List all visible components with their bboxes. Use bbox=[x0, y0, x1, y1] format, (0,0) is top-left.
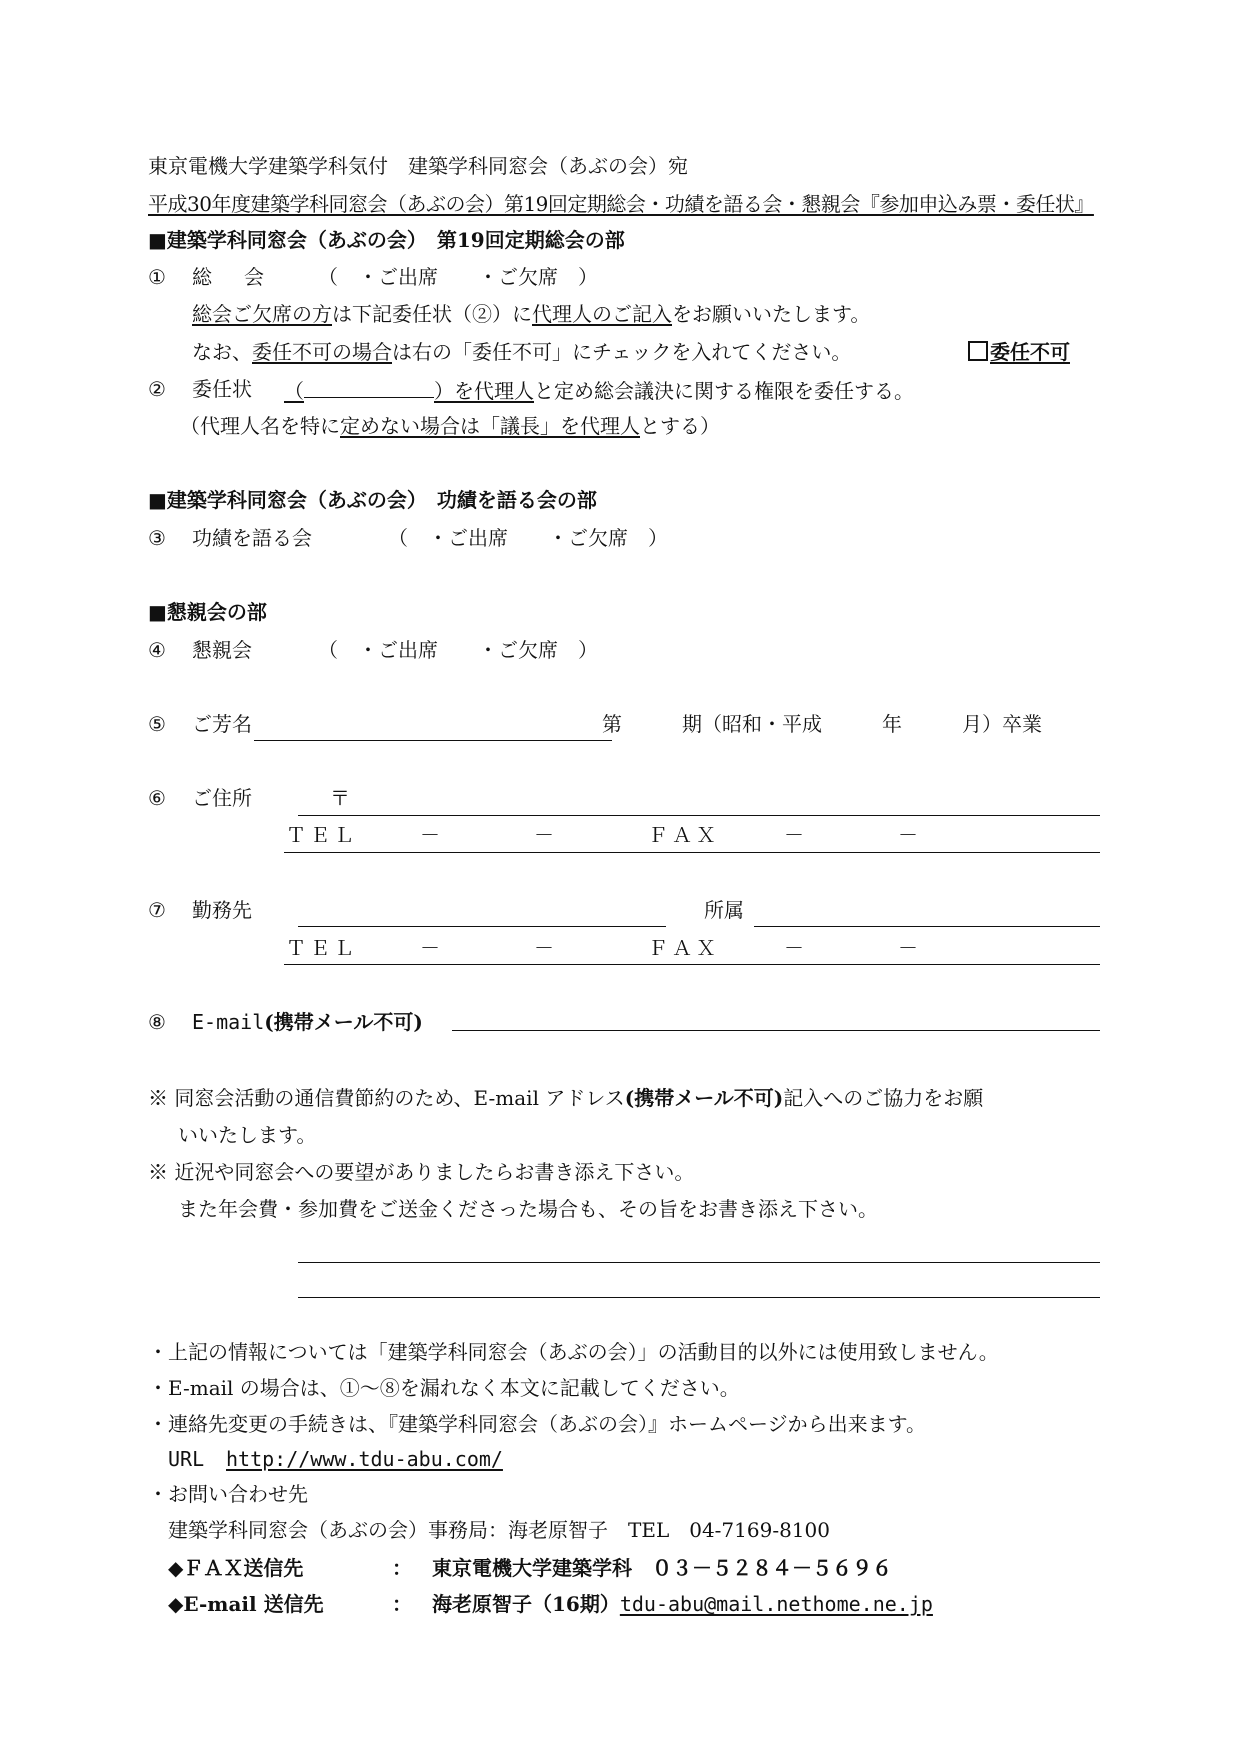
item4-number: ④ bbox=[148, 638, 166, 662]
fax-dest-label: ◆ＦＡＸ送信先 bbox=[168, 1556, 304, 1580]
no-proxy-checkbox[interactable] bbox=[968, 340, 1070, 364]
graduation-info[interactable]: 第 期（昭和・平成 年 月）卒業 bbox=[602, 712, 1042, 736]
item2-label: 委任状 bbox=[192, 377, 252, 401]
url-label: URL bbox=[168, 1447, 205, 1471]
work-fax-dash-1: － bbox=[784, 936, 804, 960]
absence-note-a: 総会ご欠席の方 bbox=[192, 302, 332, 326]
no-proxy-note bbox=[192, 340, 851, 364]
item3-number: ③ bbox=[148, 526, 166, 550]
item4-label: 懇親会 bbox=[192, 638, 252, 662]
item1-label: 総 会 bbox=[192, 265, 270, 289]
work-tel-fax-input[interactable] bbox=[284, 964, 1100, 965]
affiliation-input[interactable] bbox=[754, 926, 1100, 927]
home-fax-label: ＦＡＸ bbox=[648, 823, 720, 847]
email-label: E-mail bbox=[192, 1010, 265, 1034]
home-tel-fax-input[interactable] bbox=[284, 852, 1100, 853]
item5-number: ⑤ bbox=[148, 712, 166, 736]
email-input[interactable] bbox=[452, 1030, 1100, 1031]
work-tel-dash-2: － bbox=[534, 936, 554, 960]
email-label-group bbox=[192, 1010, 423, 1034]
work-tel-label: ＴＥＬ bbox=[286, 936, 358, 960]
proxy-paren-close: ）を代理人 bbox=[434, 379, 534, 403]
no-proxy-label: 委任不可 bbox=[990, 340, 1070, 364]
proxy-field[interactable] bbox=[284, 377, 914, 403]
achievement-heading: ■建築学科同窓会（あぶの会） 功績を語る会の部 bbox=[148, 488, 597, 512]
note-email-cont: いいたします。 bbox=[178, 1123, 317, 1147]
item3-attendance-options[interactable]: （ ・ご出席 ・ご欠席 ） bbox=[388, 526, 668, 550]
proxy-text: と定め総会議決に関する権限を委任する。 bbox=[534, 379, 914, 403]
home-tel-dash-1: － bbox=[420, 823, 440, 847]
note-email-c: 記入へのご協力をお願 bbox=[783, 1086, 984, 1110]
note-email-b: (携帯メール不可) bbox=[624, 1086, 784, 1110]
work-label: 勤務先 bbox=[192, 898, 252, 922]
proxy-name-blank[interactable] bbox=[304, 377, 434, 398]
footer-change: ・連絡先変更の手続きは、『建築学科同窓会（あぶの会）』ホームページから出来ます。 bbox=[148, 1412, 926, 1436]
email-dest-name: 海老原智子（16期） bbox=[432, 1592, 620, 1616]
comment-line-2[interactable] bbox=[298, 1297, 1100, 1298]
item1-attendance-options[interactable]: （ ・ご出席 ・ご欠席 ） bbox=[318, 265, 598, 289]
work-input[interactable] bbox=[298, 926, 666, 927]
item8-number: ⑧ bbox=[148, 1010, 166, 1034]
home-fax-dash-1: － bbox=[784, 823, 804, 847]
item2-number: ② bbox=[148, 377, 166, 401]
address-input[interactable] bbox=[298, 815, 1100, 816]
no-proxy-note-a: なお、 bbox=[192, 340, 252, 364]
note-request: ※ 近況や同窓会への要望がありましたらお書き添え下さい。 bbox=[148, 1160, 695, 1184]
name-label: ご芳名 bbox=[192, 712, 252, 736]
item1-number: ① bbox=[148, 265, 166, 289]
comment-line-1[interactable] bbox=[298, 1262, 1100, 1263]
email-note: (携帯メール不可) bbox=[264, 1010, 423, 1034]
name-input[interactable] bbox=[254, 740, 612, 741]
fax-dest-colon: ： bbox=[392, 1556, 412, 1580]
email-dest-label: ◆E-mail 送信先 bbox=[168, 1592, 324, 1616]
general-meeting-heading: ■建築学科同窓会（あぶの会） 第19回定期総会の部 bbox=[148, 228, 625, 252]
no-proxy-note-b: 委任不可の場合 bbox=[252, 340, 392, 364]
checkbox-icon[interactable] bbox=[968, 341, 988, 361]
item3-label: 功績を語る会 bbox=[192, 526, 312, 550]
form-title: 平成30年度建築学科同窓会（あぶの会）第19回定期総会・功績を語る会・懇親会『参加申込み票・委任状』 bbox=[148, 192, 1094, 216]
item4-attendance-options[interactable]: （ ・ご出席 ・ご欠席 ） bbox=[318, 638, 598, 662]
affiliation-label: 所属 bbox=[704, 898, 744, 922]
proxy-default-note-a: （代理人名を特に bbox=[180, 414, 340, 438]
address-label: ご住所 bbox=[192, 786, 252, 810]
item6-number: ⑥ bbox=[148, 786, 166, 810]
work-tel-dash-1: － bbox=[420, 936, 440, 960]
proxy-default-note-b: 定めない場合は「議長」を代理人 bbox=[340, 414, 640, 438]
addressee: 東京電機大学建築学科気付 建築学科同窓会（あぶの会）宛 bbox=[148, 154, 688, 178]
footer-privacy: ・上記の情報については「建築学科同窓会（あぶの会）」の活動目的以外には使用致しません。 bbox=[148, 1340, 999, 1364]
footer-contact-heading: ・お問い合わせ先 bbox=[148, 1482, 308, 1506]
email-dest bbox=[432, 1592, 933, 1616]
home-tel-dash-2: － bbox=[534, 823, 554, 847]
absence-note bbox=[192, 302, 870, 326]
party-heading: ■懇親会の部 bbox=[148, 600, 267, 624]
home-fax-dash-2: － bbox=[898, 823, 918, 847]
item7-number: ⑦ bbox=[148, 898, 166, 922]
homepage-link[interactable]: http://www.tdu-abu.com/ bbox=[226, 1447, 503, 1471]
home-tel-label: ＴＥＬ bbox=[286, 823, 358, 847]
office-contact: 建築学科同窓会（あぶの会）事務局：海老原智子 TEL 04-7169-8100 bbox=[168, 1518, 830, 1542]
proxy-default-note-c: とする） bbox=[640, 414, 720, 438]
footer-email: ・E-mail の場合は、①～⑧を漏れなく本文に記載してください。 bbox=[148, 1376, 740, 1400]
absence-note-c: 代理人のご記入 bbox=[532, 302, 672, 326]
work-fax-label: ＦＡＸ bbox=[648, 936, 720, 960]
work-fax-dash-2: － bbox=[898, 936, 918, 960]
proxy-paren-open: （ bbox=[284, 379, 304, 403]
email-dest-colon: ： bbox=[392, 1592, 412, 1616]
note-email bbox=[148, 1086, 983, 1110]
postal-mark: 〒 bbox=[330, 786, 350, 810]
absence-note-d: をお願いいたします。 bbox=[672, 302, 871, 326]
fax-dest: 東京電機大学建築学科 ０３－５２８４－５６９６ bbox=[432, 1556, 892, 1580]
proxy-default-note bbox=[180, 414, 720, 438]
note-email-a: ※ 同窓会活動の通信費節約のため、E-mail アドレス bbox=[148, 1086, 625, 1110]
absence-note-b: は下記委任状（②）に bbox=[332, 302, 532, 326]
note-payment: また年会費・参加費をご送金くださった場合も、その旨をお書き添え下さい。 bbox=[178, 1197, 878, 1221]
no-proxy-note-c: は右の「委任不可」にチェックを入れてください。 bbox=[392, 340, 852, 364]
email-dest-address[interactable]: tdu-abu@mail.nethome.ne.jp bbox=[619, 1592, 933, 1616]
